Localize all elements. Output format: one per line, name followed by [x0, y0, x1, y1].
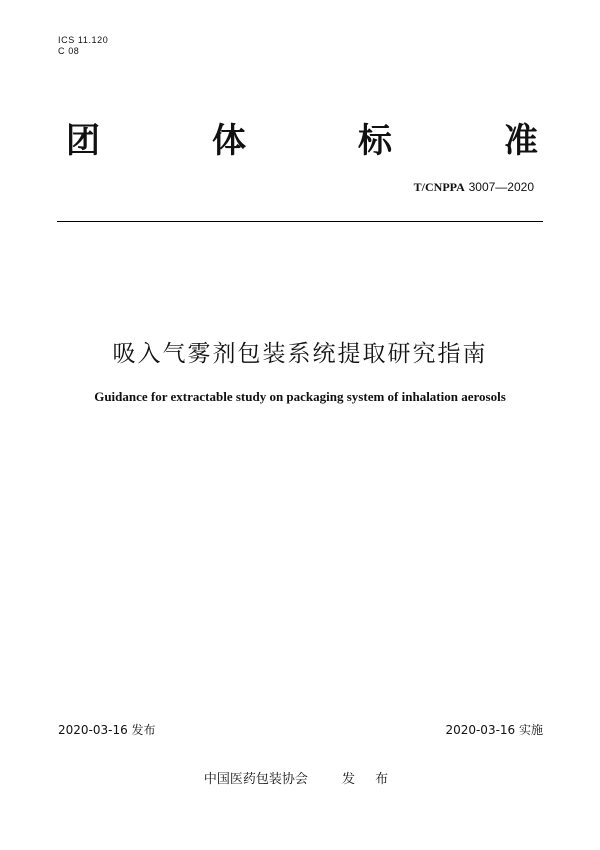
heading-char-4: 准	[504, 121, 538, 161]
standard-code	[414, 180, 534, 194]
standard-type-heading	[66, 121, 538, 161]
ccs-code: C 08	[58, 46, 80, 56]
publisher-line	[0, 772, 600, 788]
heading-char-1: 团	[66, 121, 100, 161]
header-divider	[57, 221, 543, 222]
publish-date: 2020-03-16 发布	[58, 723, 156, 737]
standard-code-prefix: T/CNPPA	[413, 180, 465, 194]
document-title-english: Guidance for extractable study on packaging system of inhalation aerosols	[94, 389, 506, 404]
classification-codes	[58, 35, 108, 57]
ics-code: ICS 11.120	[58, 35, 109, 45]
heading-char-3: 标	[358, 121, 392, 161]
document-title-chinese: 吸入气雾剂包装系统提取研究指南	[112, 341, 488, 367]
publisher-name: 中国医药包装协会	[203, 772, 308, 787]
standard-code-number: 3007—2020	[468, 180, 534, 194]
heading-char-2: 体	[212, 121, 246, 161]
publisher-action: 发 布	[341, 772, 397, 787]
implementation-date: 2020-03-16 实施	[445, 723, 543, 737]
